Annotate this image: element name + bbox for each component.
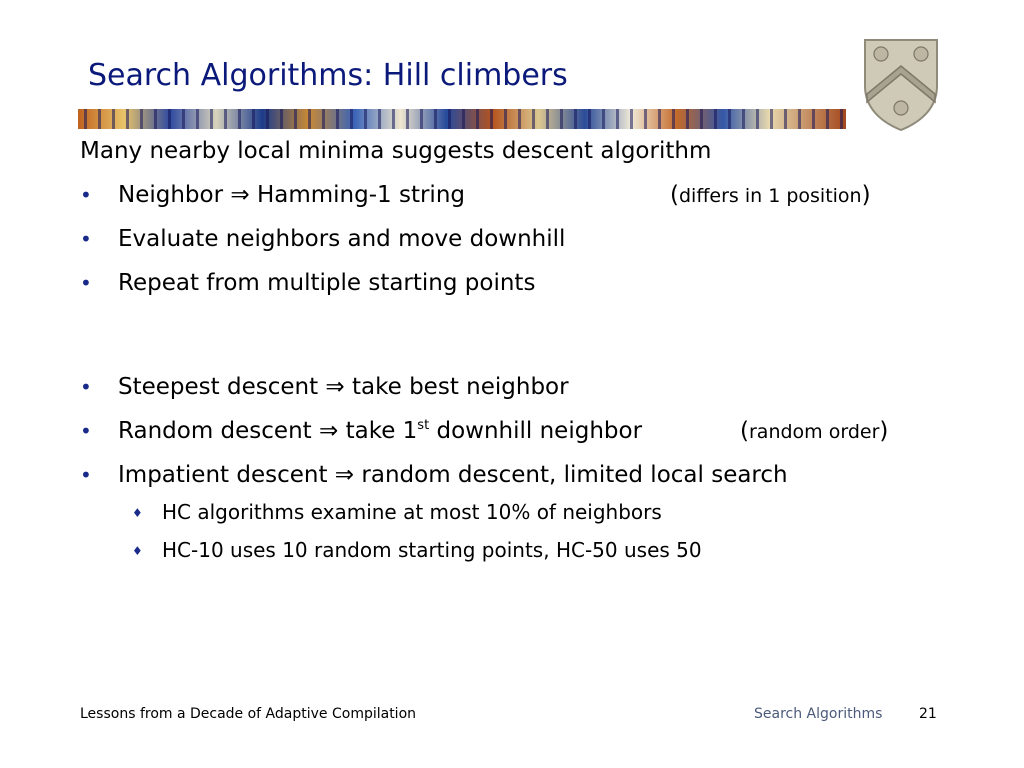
bullet-glyph: •	[80, 183, 92, 207]
bullet-text: random descent, limited local search	[354, 462, 788, 488]
bullet-glyph: •	[80, 375, 92, 399]
bullet-text: take best neighbor	[344, 374, 569, 400]
bullet-text: Hamming-1 string	[249, 182, 466, 208]
university-shield-icon	[861, 36, 941, 132]
paren-open: (	[740, 418, 749, 444]
bullet-aside	[670, 180, 871, 211]
footer-left-text: Lessons from a Decade of Adaptive Compilation	[80, 706, 417, 722]
implies-arrow-icon: ⇒	[325, 374, 345, 400]
bullet-glyph: •	[80, 463, 92, 487]
bullet-text: Random descent	[118, 418, 319, 444]
bullet-text: Neighbor	[118, 182, 231, 208]
page-number: 21	[919, 706, 937, 722]
bullet-text: Impatient descent	[118, 462, 335, 488]
slide-title: Search Algorithms: Hill climbers	[88, 58, 568, 93]
bullet-aside	[740, 416, 888, 447]
paren-close: )	[861, 182, 871, 208]
implies-arrow-icon: ⇒	[318, 418, 339, 444]
paren-open: (	[670, 182, 679, 208]
bullet-glyph: •	[80, 419, 92, 443]
bullet-glyph: •	[80, 227, 92, 251]
footer-section-title: Search Algorithms	[754, 706, 883, 722]
bullet-glyph: •	[80, 271, 92, 295]
bullet-text: Repeat from multiple starting points	[118, 270, 536, 296]
bullet-text: take 1	[338, 418, 418, 444]
aside-text: differs in 1 position	[678, 185, 862, 207]
aside-text: random order	[748, 421, 880, 443]
intro-text: Many nearby local minima suggests descent algorithm	[80, 138, 712, 164]
paren-close: )	[879, 418, 889, 444]
superscript: st	[417, 418, 430, 433]
decorative-banner	[78, 109, 846, 129]
implies-arrow-icon: ⇒	[334, 462, 355, 488]
bullet-text: Steepest descent	[118, 374, 326, 400]
sub-bullet-text: HC algorithms examine at most 10% of neighbors	[162, 500, 662, 524]
implies-arrow-icon: ⇒	[230, 182, 250, 208]
bullet-text: Evaluate neighbors and move downhill	[118, 226, 566, 252]
diamond-bullet-icon: ♦	[132, 506, 143, 520]
diamond-bullet-icon: ♦	[132, 544, 143, 558]
bullet-text: downhill neighbor	[429, 418, 643, 444]
sub-bullet-text: HC-10 uses 10 random starting points, HC-50 uses 50	[162, 538, 702, 562]
